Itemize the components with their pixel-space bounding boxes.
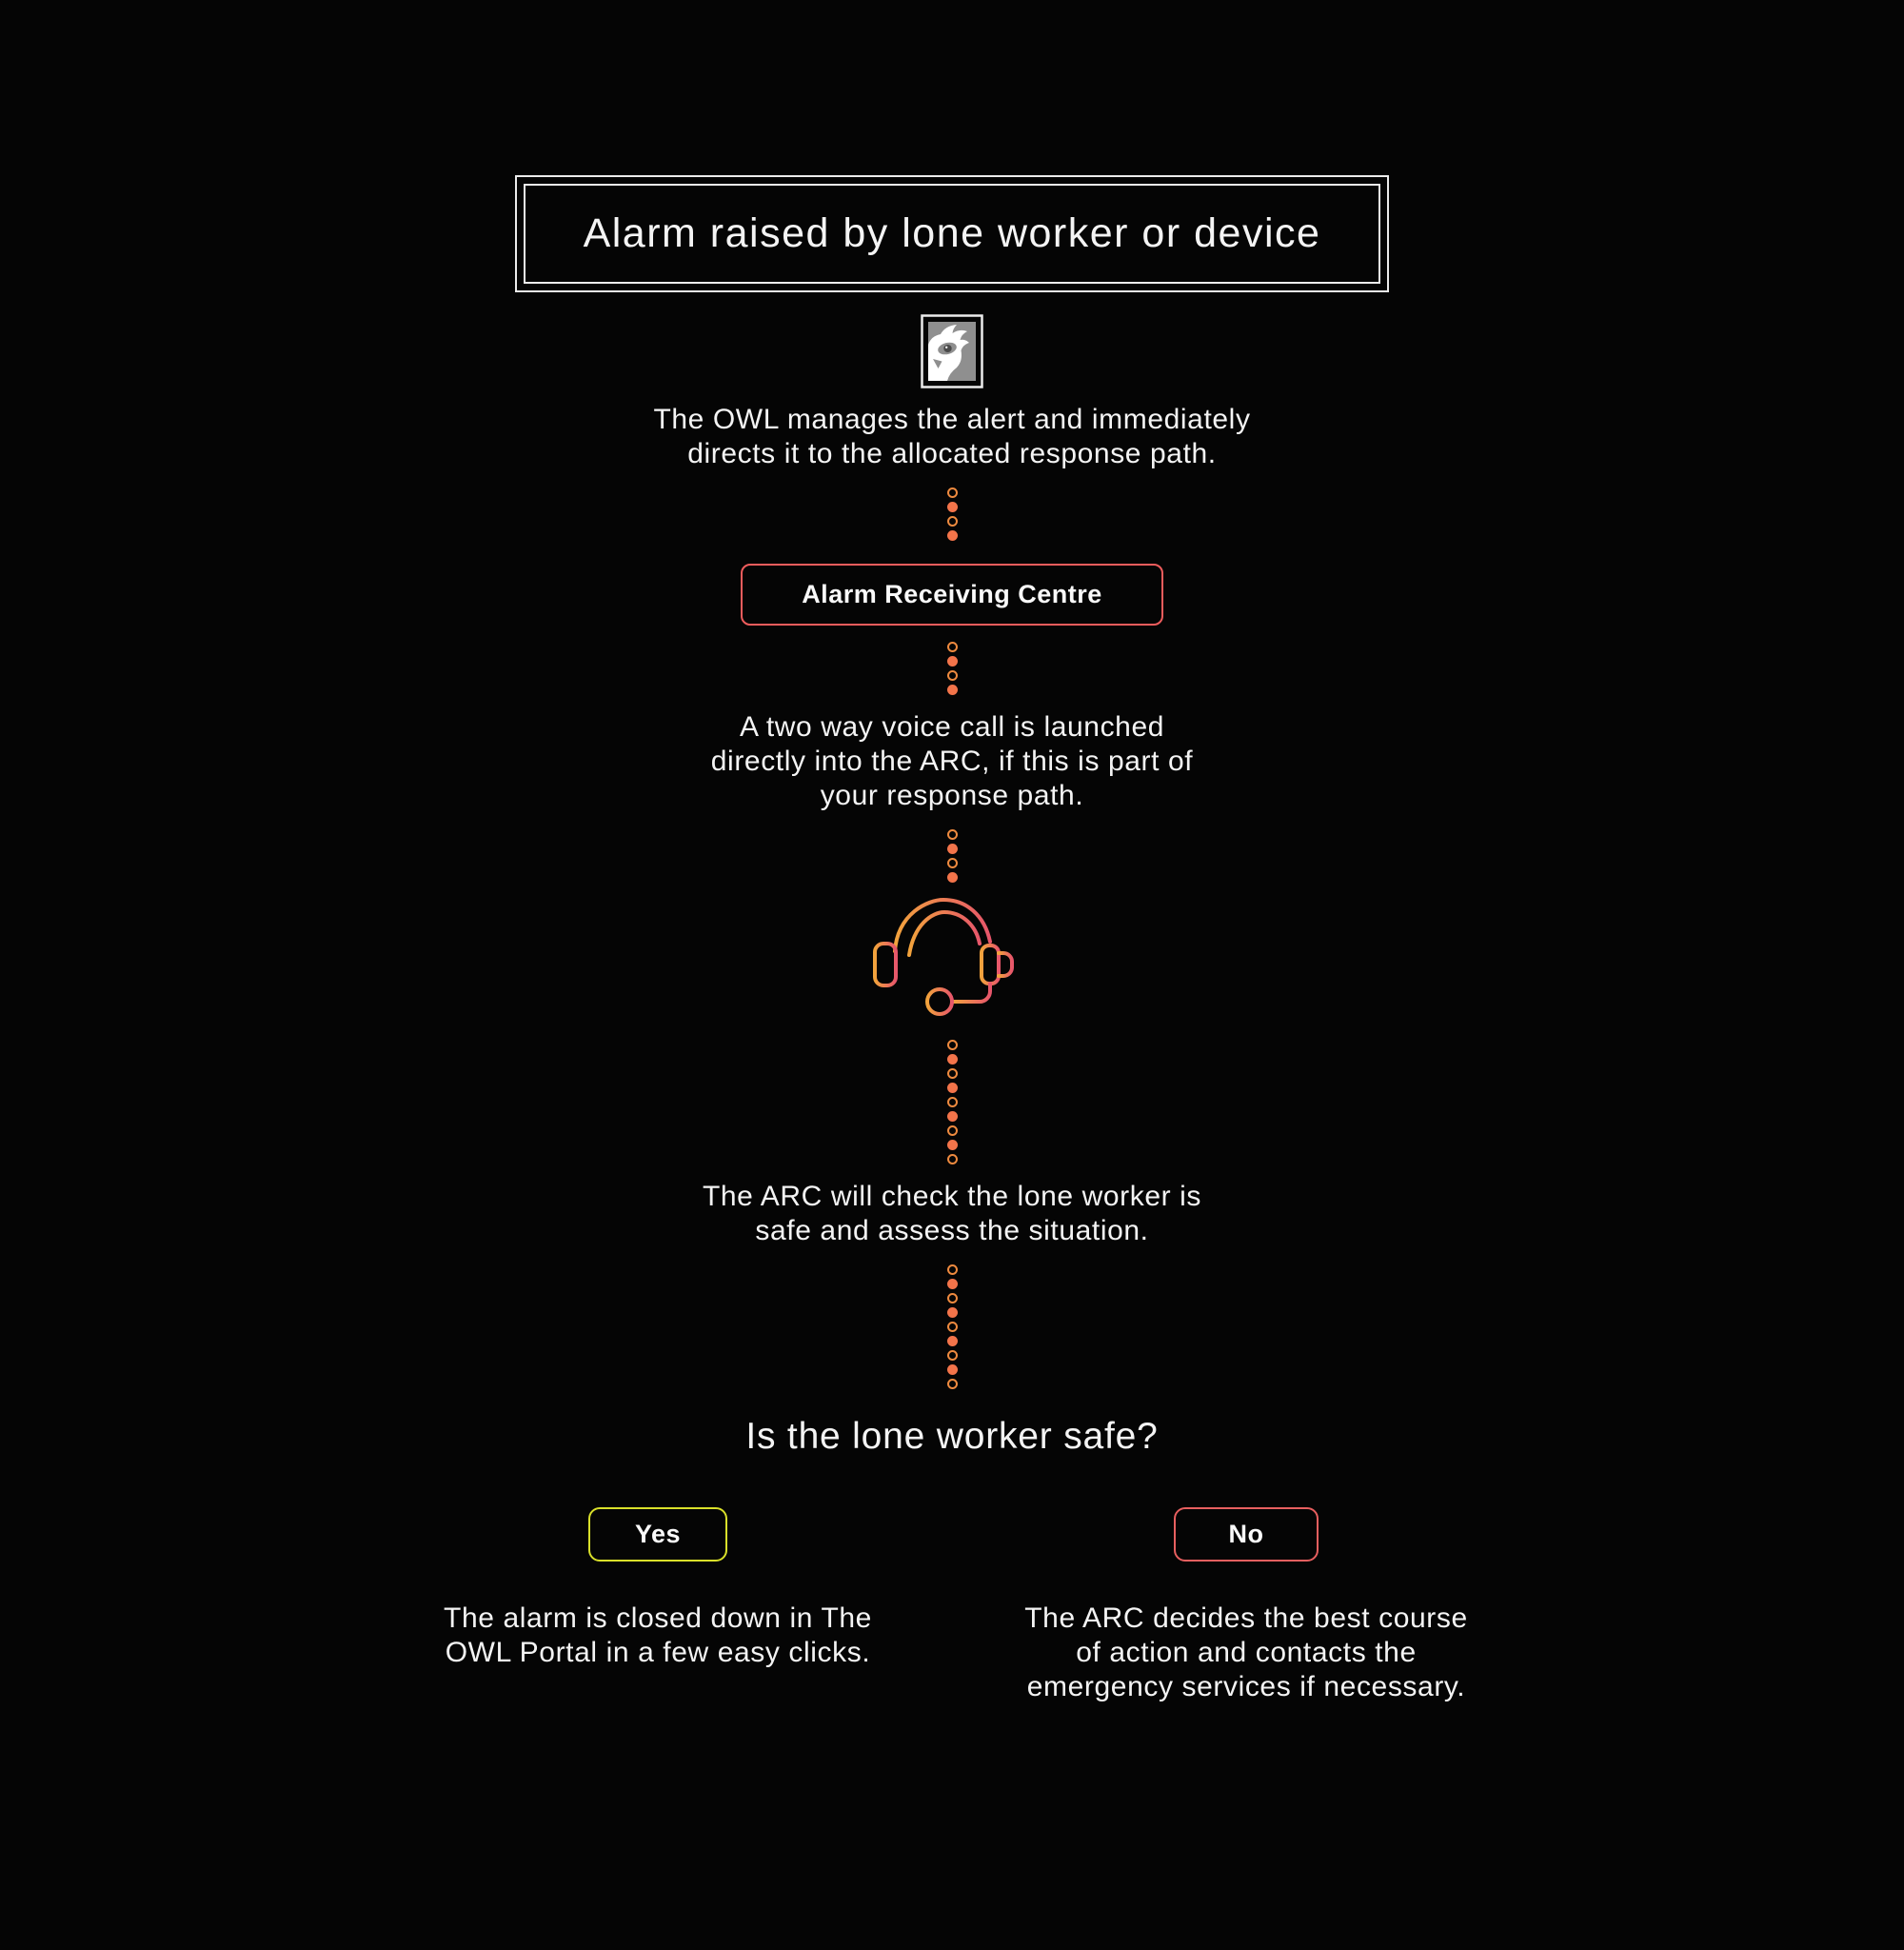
connector-dot xyxy=(947,858,958,868)
dotted-connector xyxy=(947,640,958,697)
headset-icon xyxy=(871,898,1033,1024)
dotted-connector xyxy=(947,827,958,885)
connector-dot xyxy=(947,656,958,667)
connector-dot xyxy=(947,1379,958,1389)
connector-dot xyxy=(947,872,958,883)
yes-description: The alarm is closed down in The OWL Portal in a few easy clicks. xyxy=(444,1602,872,1668)
connector-dot xyxy=(947,1264,958,1275)
connector-dot xyxy=(947,1083,958,1093)
dotted-connector xyxy=(947,1263,958,1391)
connector-dot xyxy=(947,488,958,498)
question-text: Is the lone worker safe? xyxy=(745,1416,1159,1457)
dotted-connector xyxy=(947,1038,958,1166)
no-description: The ARC decides the best course of action and contacts the emergency services if necessary. xyxy=(1024,1602,1468,1702)
step-owl-manages: The OWL manages the alert and immediately directs it to the allocated response path. xyxy=(653,404,1251,469)
title-box xyxy=(515,175,1389,292)
arc-node-button[interactable]: Alarm Receiving Centre xyxy=(741,564,1163,626)
connector-dot xyxy=(947,1154,958,1164)
no-branch xyxy=(977,1507,1516,1704)
step-voice-call: A two way voice call is launched directly into the ARC, if this is part of your response path. xyxy=(710,711,1194,811)
connector-dot xyxy=(947,642,958,652)
connector-dot xyxy=(947,1293,958,1303)
dotted-connector xyxy=(947,486,958,543)
connector-dot xyxy=(947,1307,958,1318)
yes-branch xyxy=(388,1507,927,1704)
choices-row xyxy=(0,1507,1904,1704)
connector-dot xyxy=(947,844,958,854)
connector-dot xyxy=(947,1364,958,1375)
no-button[interactable]: No xyxy=(1174,1507,1319,1562)
yes-button[interactable]: Yes xyxy=(588,1507,727,1562)
connector-dot xyxy=(947,1097,958,1107)
connector-dot xyxy=(947,516,958,527)
connector-dot xyxy=(947,1336,958,1346)
connector-dot xyxy=(947,670,958,681)
connector-dot xyxy=(947,530,958,541)
connector-dot xyxy=(947,1279,958,1289)
step-arc-check: The ARC will check the lone worker is safe and assess the situation. xyxy=(702,1181,1202,1246)
connector-dot xyxy=(947,1111,958,1122)
page-title: Alarm raised by lone worker or device xyxy=(524,184,1380,284)
connector-dot xyxy=(947,1125,958,1136)
connector-dot xyxy=(947,1040,958,1050)
connector-dot xyxy=(947,685,958,695)
connector-dot xyxy=(947,1054,958,1065)
connector-dot xyxy=(947,1350,958,1361)
owl-logo-icon xyxy=(921,313,983,389)
connector-dot xyxy=(947,1322,958,1332)
connector-dot xyxy=(947,1140,958,1150)
connector-dot xyxy=(947,829,958,840)
connector-dot xyxy=(947,502,958,512)
connector-dot xyxy=(947,1068,958,1079)
